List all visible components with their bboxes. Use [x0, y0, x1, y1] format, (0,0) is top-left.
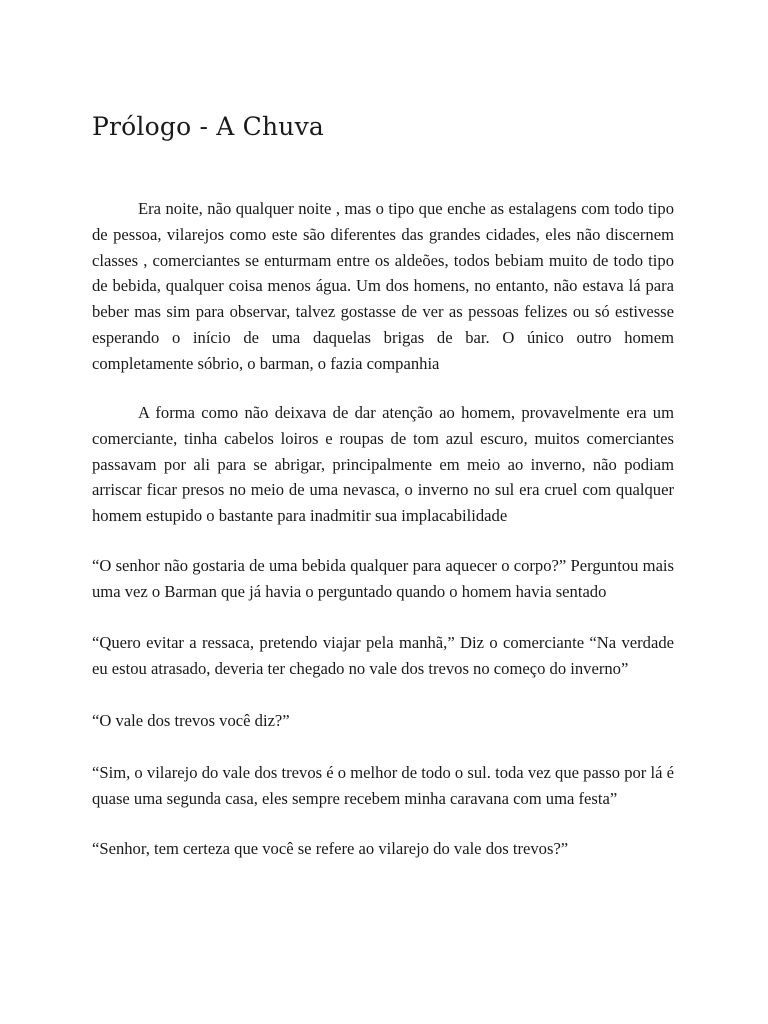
paragraph-1-block — [92, 196, 674, 377]
paragraph: A forma como não deixava de dar atenção ao homem, provavelmente era um comerciante, tinha cabelos loiros e roupas de tom azul escuro, muitos comerciantes passavam por ali para se abrigar, principalmente em meio ao inverno, não podiam arriscar ficar presos no meio de uma nevasca, o inverno no sul era cruel com qualquer homem estupido o bastante para inadmitir sua implacabilidade — [92, 403, 674, 526]
paragraph: Era noite, não qualquer noite , mas o tipo que enche as estalagens com todo tipo de pessoa, vilarejos como este são diferentes das grandes cidades, eles não discernem classes , comerciantes se enturmam entre os aldeões, todos bebiam muito de todo tipo de bebida, qualquer coisa menos água. Um dos homens, no entanto, não estava lá para beber mas sim para observar, talvez gostasse de ver as pessoas felizes ou só estivesse esperando o início de uma daquelas brigas de bar. O único outro homem completamente sóbrio, o barman, o fazia companhia — [92, 199, 674, 373]
paragraph-2-block — [92, 400, 674, 529]
dialogue-paragraph: “Sim, o vilarejo do vale dos trevos é o melhor de todo o sul. toda vez que passo por lá é quase uma segunda casa, eles sempre recebem minha caravana com uma festa” — [92, 763, 674, 808]
dialogue-paragraph: “Senhor, tem certeza que você se refere ao vilarejo do vale dos trevos?” — [92, 839, 569, 858]
paragraph-4-block — [92, 630, 674, 682]
dialogue-paragraph: “O vale dos trevos você diz?” — [92, 711, 290, 730]
paragraph-7-block — [92, 836, 674, 862]
dialogue-paragraph: “O senhor não gostaria de uma bebida qualquer para aquecer o corpo?” Perguntou mais uma vez o Barman que já havia o perguntado quando o homem havia sentado — [92, 556, 674, 601]
paragraph-3-block — [92, 553, 674, 605]
dialogue-paragraph: “Quero evitar a ressaca, pretendo viajar pela manhã,” Diz o comerciante “Na verdade eu estou atrasado, deveria ter chegado no vale dos trevos no começo do inverno” — [92, 633, 674, 678]
paragraph-6-block — [92, 760, 674, 812]
paragraph-5-block — [92, 708, 674, 734]
chapter-title: Prólogo - A Chuva — [92, 112, 325, 141]
